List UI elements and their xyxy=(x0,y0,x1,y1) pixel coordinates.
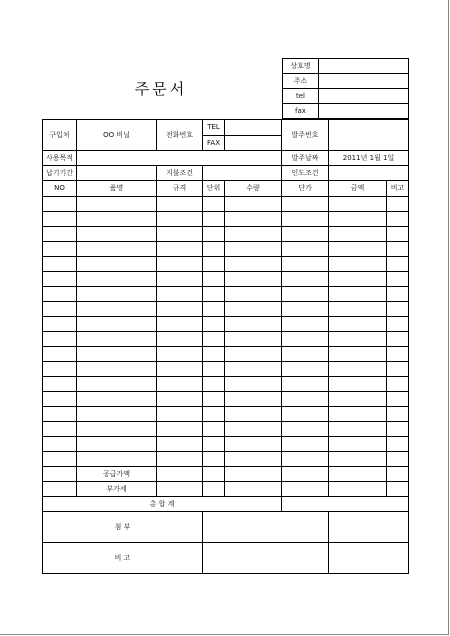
table-row xyxy=(43,302,409,317)
footer-remarks-row xyxy=(43,543,409,574)
table-cell[interactable] xyxy=(43,422,77,437)
supply-price-row xyxy=(43,467,409,482)
table-cell[interactable] xyxy=(329,242,387,257)
buyer-label: 구입처 xyxy=(43,120,77,151)
payment-terms-value[interactable] xyxy=(203,166,282,181)
col-header-unit: 단위 xyxy=(203,181,225,197)
table-cell[interactable] xyxy=(225,362,282,377)
table-cell[interactable] xyxy=(157,272,203,287)
table-cell[interactable] xyxy=(387,422,409,437)
col-header-unit-price: 단가 xyxy=(282,181,329,197)
table-cell[interactable] xyxy=(387,317,409,332)
vat-label: 부가세 xyxy=(77,482,157,497)
table-cell[interactable] xyxy=(203,212,225,227)
table-cell[interactable] xyxy=(225,332,282,347)
table-cell[interactable] xyxy=(157,302,203,317)
table-cell[interactable] xyxy=(225,272,282,287)
table-cell[interactable] xyxy=(387,332,409,347)
table-cell[interactable] xyxy=(43,407,77,422)
table-cell[interactable] xyxy=(387,287,409,302)
table-cell[interactable] xyxy=(157,482,203,497)
table-row xyxy=(43,452,409,467)
table-cell[interactable] xyxy=(329,317,387,332)
col-header-quantity: 수량 xyxy=(225,181,282,197)
table-cell[interactable] xyxy=(77,437,157,452)
table-row xyxy=(43,287,409,302)
delivery-terms-value[interactable] xyxy=(329,166,409,181)
table-cell[interactable] xyxy=(157,452,203,467)
table-cell[interactable] xyxy=(225,452,282,467)
fax-label: FAX xyxy=(203,136,225,151)
table-cell[interactable] xyxy=(329,212,387,227)
table-cell[interactable] xyxy=(157,422,203,437)
table-cell[interactable] xyxy=(203,452,225,467)
table-cell[interactable] xyxy=(282,407,329,422)
table-cell[interactable] xyxy=(157,332,203,347)
table-cell[interactable] xyxy=(225,287,282,302)
table-cell[interactable] xyxy=(203,422,225,437)
table-cell[interactable] xyxy=(77,377,157,392)
supply-price-label: 공급가액 xyxy=(77,467,157,482)
table-cell[interactable] xyxy=(77,257,157,272)
table-row xyxy=(43,392,409,407)
footer-remarks-label: 비 고 xyxy=(43,543,203,574)
table-cell[interactable] xyxy=(282,287,329,302)
table-cell[interactable] xyxy=(157,227,203,242)
table-cell[interactable] xyxy=(225,347,282,362)
table-cell[interactable] xyxy=(77,407,157,422)
table-cell[interactable] xyxy=(203,257,225,272)
table-cell[interactable] xyxy=(329,257,387,272)
table-cell[interactable] xyxy=(203,482,225,497)
supplier-tel-label: tel xyxy=(283,89,319,104)
table-cell[interactable] xyxy=(43,287,77,302)
table-cell[interactable] xyxy=(203,302,225,317)
table-cell[interactable] xyxy=(387,377,409,392)
table-cell[interactable] xyxy=(157,392,203,407)
fax-value[interactable] xyxy=(225,136,282,151)
table-row xyxy=(43,242,409,257)
supplier-fax-value[interactable] xyxy=(319,104,409,119)
col-header-amount: 금액 xyxy=(329,181,387,197)
table-cell[interactable] xyxy=(329,362,387,377)
supplier-tel-value[interactable] xyxy=(319,89,409,104)
table-cell[interactable] xyxy=(157,347,203,362)
table-cell[interactable] xyxy=(43,257,77,272)
table-cell[interactable] xyxy=(77,197,157,212)
table-cell[interactable] xyxy=(387,347,409,362)
table-cell[interactable] xyxy=(387,482,409,497)
table-cell[interactable] xyxy=(43,392,77,407)
table-row xyxy=(43,212,409,227)
table-cell[interactable] xyxy=(282,422,329,437)
table-cell[interactable] xyxy=(157,287,203,302)
col-header-item-name: 품명 xyxy=(77,181,157,197)
table-cell[interactable] xyxy=(282,257,329,272)
footer-remarks-cell-2[interactable] xyxy=(329,543,409,574)
table-cell[interactable] xyxy=(77,212,157,227)
table-cell[interactable] xyxy=(203,407,225,422)
table-cell[interactable] xyxy=(225,227,282,242)
table-cell[interactable] xyxy=(203,377,225,392)
table-cell[interactable] xyxy=(329,377,387,392)
table-cell[interactable] xyxy=(329,332,387,347)
table-cell[interactable] xyxy=(77,347,157,362)
table-cell[interactable] xyxy=(282,482,329,497)
table-cell[interactable] xyxy=(282,302,329,317)
table-cell[interactable] xyxy=(225,467,282,482)
table-cell[interactable] xyxy=(225,377,282,392)
table-cell[interactable] xyxy=(43,242,77,257)
table-cell[interactable] xyxy=(77,362,157,377)
table-cell[interactable] xyxy=(157,197,203,212)
table-row xyxy=(43,257,409,272)
table-cell[interactable] xyxy=(387,362,409,377)
payment-terms-label: 지불조건 xyxy=(157,166,203,181)
table-cell[interactable] xyxy=(43,227,77,242)
table-cell[interactable] xyxy=(203,392,225,407)
table-cell[interactable] xyxy=(282,467,329,482)
table-cell[interactable] xyxy=(43,377,77,392)
table-cell[interactable] xyxy=(225,482,282,497)
tel-label: TEL xyxy=(203,120,225,136)
table-cell[interactable] xyxy=(282,272,329,287)
company-name-value[interactable] xyxy=(319,59,409,74)
table-row xyxy=(43,272,409,287)
table-cell[interactable] xyxy=(225,197,282,212)
table-cell xyxy=(43,467,77,482)
page-title: 주문서 xyxy=(134,79,188,98)
delivery-period-label: 납기기간 xyxy=(43,166,77,181)
col-header-remarks: 비고 xyxy=(387,181,409,197)
table-cell[interactable] xyxy=(282,362,329,377)
table-cell[interactable] xyxy=(282,437,329,452)
table-row xyxy=(43,317,409,332)
address-label: 주소 xyxy=(283,74,319,89)
delivery-terms-label: 인도조건 xyxy=(282,166,329,181)
company-name-label: 상호명 xyxy=(283,59,319,74)
table-cell[interactable] xyxy=(77,287,157,302)
table-cell[interactable] xyxy=(387,392,409,407)
table-cell[interactable] xyxy=(329,407,387,422)
col-header-no: NO xyxy=(43,181,77,197)
table-cell[interactable] xyxy=(43,362,77,377)
table-cell[interactable] xyxy=(157,377,203,392)
table-cell[interactable] xyxy=(329,392,387,407)
table-cell[interactable] xyxy=(387,272,409,287)
table-cell[interactable] xyxy=(329,197,387,212)
table-cell[interactable] xyxy=(225,212,282,227)
table-cell[interactable] xyxy=(203,227,225,242)
table-cell[interactable] xyxy=(329,347,387,362)
table-cell[interactable] xyxy=(225,257,282,272)
supplier-info-table xyxy=(282,58,409,119)
table-cell[interactable] xyxy=(157,437,203,452)
table-cell[interactable] xyxy=(43,197,77,212)
supply-price-value[interactable] xyxy=(329,467,387,482)
table-cell[interactable] xyxy=(282,212,329,227)
table-cell[interactable] xyxy=(225,437,282,452)
table-cell[interactable] xyxy=(43,347,77,362)
table-cell[interactable] xyxy=(157,242,203,257)
order-number-label: 발주번호 xyxy=(282,120,329,151)
table-row xyxy=(43,227,409,242)
table-cell[interactable] xyxy=(225,302,282,317)
order-number-value[interactable] xyxy=(329,120,409,151)
table-row xyxy=(43,197,409,212)
table-cell[interactable] xyxy=(282,452,329,467)
address-value[interactable] xyxy=(319,74,409,89)
table-row xyxy=(43,437,409,452)
table-cell[interactable] xyxy=(157,317,203,332)
table-cell[interactable] xyxy=(203,242,225,257)
table-cell[interactable] xyxy=(157,257,203,272)
table-cell[interactable] xyxy=(77,272,157,287)
tel-value[interactable] xyxy=(225,120,282,136)
table-cell[interactable] xyxy=(157,407,203,422)
table-cell[interactable] xyxy=(203,287,225,302)
phone-label: 전화번호 xyxy=(157,120,203,151)
table-cell[interactable] xyxy=(387,242,409,257)
table-cell[interactable] xyxy=(329,437,387,452)
table-cell[interactable] xyxy=(225,422,282,437)
table-cell[interactable] xyxy=(203,272,225,287)
vat-row xyxy=(43,482,409,497)
vat-value[interactable] xyxy=(329,482,387,497)
table-cell[interactable] xyxy=(77,452,157,467)
table-cell[interactable] xyxy=(77,392,157,407)
table-cell[interactable] xyxy=(282,392,329,407)
table-cell[interactable] xyxy=(282,332,329,347)
table-cell[interactable] xyxy=(43,302,77,317)
table-cell[interactable] xyxy=(43,452,77,467)
table-cell[interactable] xyxy=(387,467,409,482)
purpose-value[interactable] xyxy=(77,151,282,166)
order-date-label: 발주날짜 xyxy=(282,151,329,166)
table-cell[interactable] xyxy=(329,302,387,317)
table-cell[interactable] xyxy=(225,317,282,332)
table-cell[interactable] xyxy=(43,332,77,347)
table-cell[interactable] xyxy=(387,257,409,272)
table-cell[interactable] xyxy=(77,422,157,437)
table-cell[interactable] xyxy=(387,197,409,212)
table-row xyxy=(43,332,409,347)
table-cell xyxy=(43,482,77,497)
table-cell[interactable] xyxy=(329,227,387,242)
table-cell[interactable] xyxy=(387,437,409,452)
order-date-value[interactable]: 2011년 1월 1일 xyxy=(329,151,409,166)
delivery-period-value[interactable] xyxy=(77,166,157,181)
attachment-row xyxy=(43,512,409,543)
table-cell[interactable] xyxy=(157,362,203,377)
table-row xyxy=(43,422,409,437)
table-cell[interactable] xyxy=(157,467,203,482)
table-cell[interactable] xyxy=(43,272,77,287)
grand-total-value[interactable] xyxy=(282,497,409,512)
table-row xyxy=(43,362,409,377)
table-cell[interactable] xyxy=(43,437,77,452)
table-row xyxy=(43,377,409,392)
supplier-fax-label: fax xyxy=(283,104,319,119)
table-cell[interactable] xyxy=(225,407,282,422)
table-cell[interactable] xyxy=(387,407,409,422)
table-cell[interactable] xyxy=(203,347,225,362)
table-cell[interactable] xyxy=(329,287,387,302)
table-cell[interactable] xyxy=(282,197,329,212)
attachment-cell-2[interactable] xyxy=(329,512,409,543)
table-cell[interactable] xyxy=(77,242,157,257)
table-cell[interactable] xyxy=(77,227,157,242)
table-cell[interactable] xyxy=(387,452,409,467)
table-cell[interactable] xyxy=(77,332,157,347)
order-table xyxy=(42,119,409,574)
purpose-label: 사용목적 xyxy=(43,151,77,166)
table-cell[interactable] xyxy=(282,347,329,362)
table-cell[interactable] xyxy=(203,332,225,347)
table-cell[interactable] xyxy=(282,377,329,392)
table-cell[interactable] xyxy=(225,242,282,257)
grand-total-label: 총 합 계 xyxy=(43,497,282,512)
attachment-cell-1[interactable] xyxy=(203,512,329,543)
table-cell[interactable] xyxy=(77,302,157,317)
table-cell[interactable] xyxy=(329,272,387,287)
table-cell[interactable] xyxy=(43,212,77,227)
table-cell[interactable] xyxy=(157,212,203,227)
table-cell[interactable] xyxy=(203,362,225,377)
table-cell[interactable] xyxy=(282,242,329,257)
table-cell[interactable] xyxy=(203,467,225,482)
table-cell[interactable] xyxy=(282,227,329,242)
table-cell[interactable] xyxy=(43,317,77,332)
buyer-value[interactable]: OO 비닐 xyxy=(77,120,157,151)
table-cell[interactable] xyxy=(387,212,409,227)
footer-remarks-cell-1[interactable] xyxy=(203,543,329,574)
table-cell[interactable] xyxy=(329,452,387,467)
table-cell[interactable] xyxy=(329,422,387,437)
table-cell[interactable] xyxy=(387,227,409,242)
table-row xyxy=(43,347,409,362)
table-cell[interactable] xyxy=(203,197,225,212)
col-header-spec: 규격 xyxy=(157,181,203,197)
table-cell[interactable] xyxy=(77,317,157,332)
grand-total-row xyxy=(43,497,409,512)
table-cell[interactable] xyxy=(282,317,329,332)
table-cell[interactable] xyxy=(225,392,282,407)
table-cell[interactable] xyxy=(203,437,225,452)
table-cell[interactable] xyxy=(203,317,225,332)
table-cell[interactable] xyxy=(387,302,409,317)
table-row xyxy=(43,407,409,422)
attachment-label: 첨 부 xyxy=(43,512,203,543)
items-header-row xyxy=(43,181,409,197)
